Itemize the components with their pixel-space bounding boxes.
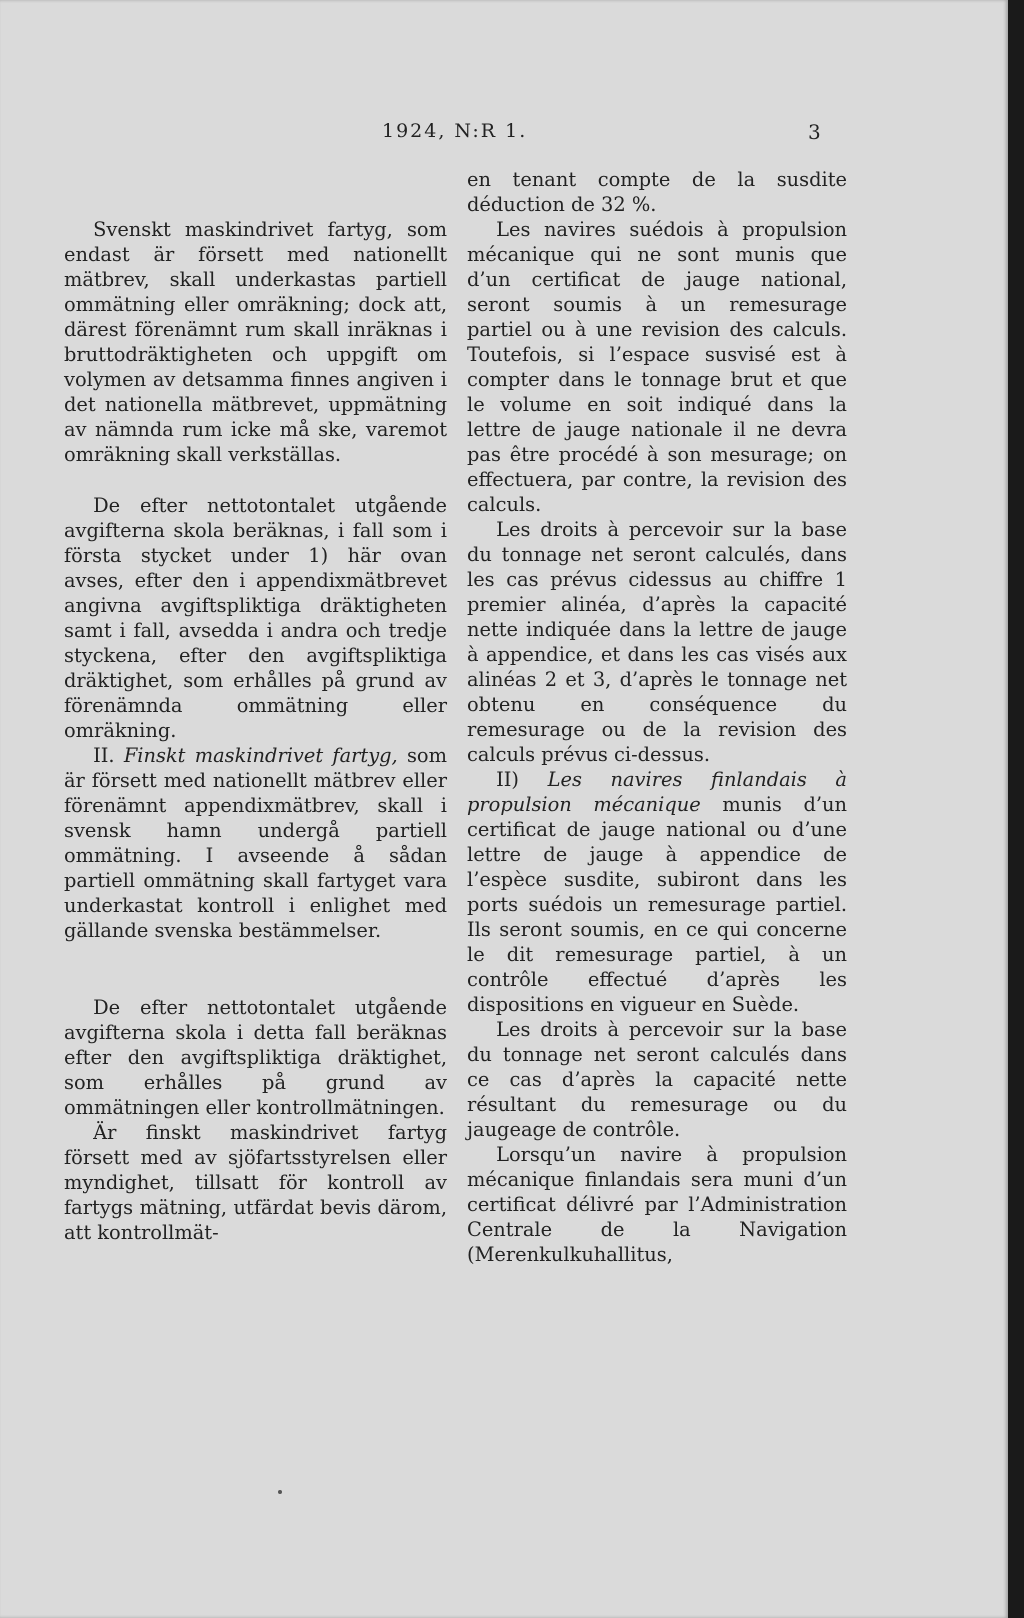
page-number: 3 bbox=[808, 120, 821, 144]
french-paragraph-5: Lorsqu’un navire à propulsion mécanique finlandais sera muni d’un certificat délivré par l’Administration Centrale de la Navigation (Merenkulkuhallitus, bbox=[467, 1143, 847, 1266]
french-paragraph-1: Les navires suédois à propulsion mécanique qui ne sont munis que d’un certificat de jauge national, seront soumis à un remesurage partiel ou à une revision des calculs. Toutefois, si l’espace susvisé est à compter dans le tonnage brut et que le volume en soit indiqué dans la lettre de jauge nationale il ne devra pas être procédé à son mesurage; on effectuera, par contre, la revision des calculs. bbox=[467, 218, 847, 516]
paragraph-text: som är försett med nationellt mätbrev eller förenämnt appendixmätbrev, skall i svensk hamn undergå partiell ommätning. I avseende å sådan partiell ommätning skall fartyget vara underkastat kontroll i enlighet med gällande svenska bestämmelser. bbox=[64, 744, 447, 942]
swedish-paragraph-5: Är finskt maskindrivet fartyg försett med av sjöfartsstyrelsen eller myndighet, tillsatt för kontroll av fartygs mätning, utfärdat bevis därom, att kontrollmät- bbox=[64, 1121, 447, 1244]
ink-spot bbox=[278, 1490, 282, 1494]
swedish-column bbox=[64, 167, 447, 1245]
french-paragraph-3 bbox=[467, 767, 847, 1017]
swedish-paragraph-4: De efter nettotontalet utgående avgifterna skola i detta fall beräknas efter den avgiftspliktiga dräktighet, som erhålles på grund av ommätningen eller kontrollmätningen. bbox=[64, 996, 447, 1119]
french-paragraph-0: en tenant compte de la susdite déduction de 32 %. bbox=[467, 168, 847, 216]
french-column bbox=[467, 167, 847, 1267]
swedish-paragraph-2: De efter nettotontalet utgående avgifterna skola beräknas, i fall som i första stycket under 1) här ovan avses, efter den i appendixmätbrevet angivna avgiftspliktiga dräktigheten samt i fall, avsedda i andra och tredje styckena, efter den avgiftspliktiga dräktighet, som erhålles på grund av förenämnda ommätning eller omräkning. bbox=[64, 494, 447, 742]
italic-heading: Finskt maskindrivet fartyg, bbox=[123, 744, 398, 767]
french-paragraph-4: Les droits à percevoir sur la base du tonnage net seront calculés dans ce cas d’après la capacité nette résultant du remesurage ou du jaugeage de contrôle. bbox=[467, 1018, 847, 1141]
running-head: 1924, N:R 1. bbox=[382, 120, 528, 142]
swedish-paragraph-1: Svenskt maskindrivet fartyg, som endast är försett med nationellt mätbrev, skall underkastas partiell ommätning eller omräkning; dock att, därest förenämnt rum skall inräknas i bruttodräktigheten och uppgift om volymen av detsamma finnes angiven i det nationella mätbrevet, uppmätning av nämnda rum icke må ske, varemot omräkning skall verkställas. bbox=[64, 218, 447, 466]
french-paragraph-2: Les droits à percevoir sur la base du tonnage net seront calculés, dans les cas prévus cidessus au chiffre 1 premier alinéa, d’après la capacité nette indiquée dans la lettre de jauge à appendice, et dans les cas visés aux alinéas 2 et 3, d’après le tonnage net obtenu en conséquence du remesurage ou de la revision des calculs prévus ci-dessus. bbox=[467, 518, 847, 766]
paragraph-text: munis d’un certificat de jauge national ou d’une lettre de jauge à appendice de l’espèce susdite, subiront dans les ports suédois un remesurage partiel. Ils seront soumis, en ce qui concerne le dit remesurage partiel, à un contrôle effectué d’après les dispositions en vigueur en Suède. bbox=[467, 793, 847, 1016]
swedish-paragraph-3 bbox=[64, 743, 447, 943]
page-header bbox=[0, 120, 1008, 150]
scan-edge bbox=[1008, 0, 1024, 1618]
section-number: II) bbox=[496, 768, 548, 791]
italic-heading: Les navires finlandais à propulsion mécanique bbox=[467, 768, 847, 816]
section-number: II. bbox=[93, 744, 124, 767]
